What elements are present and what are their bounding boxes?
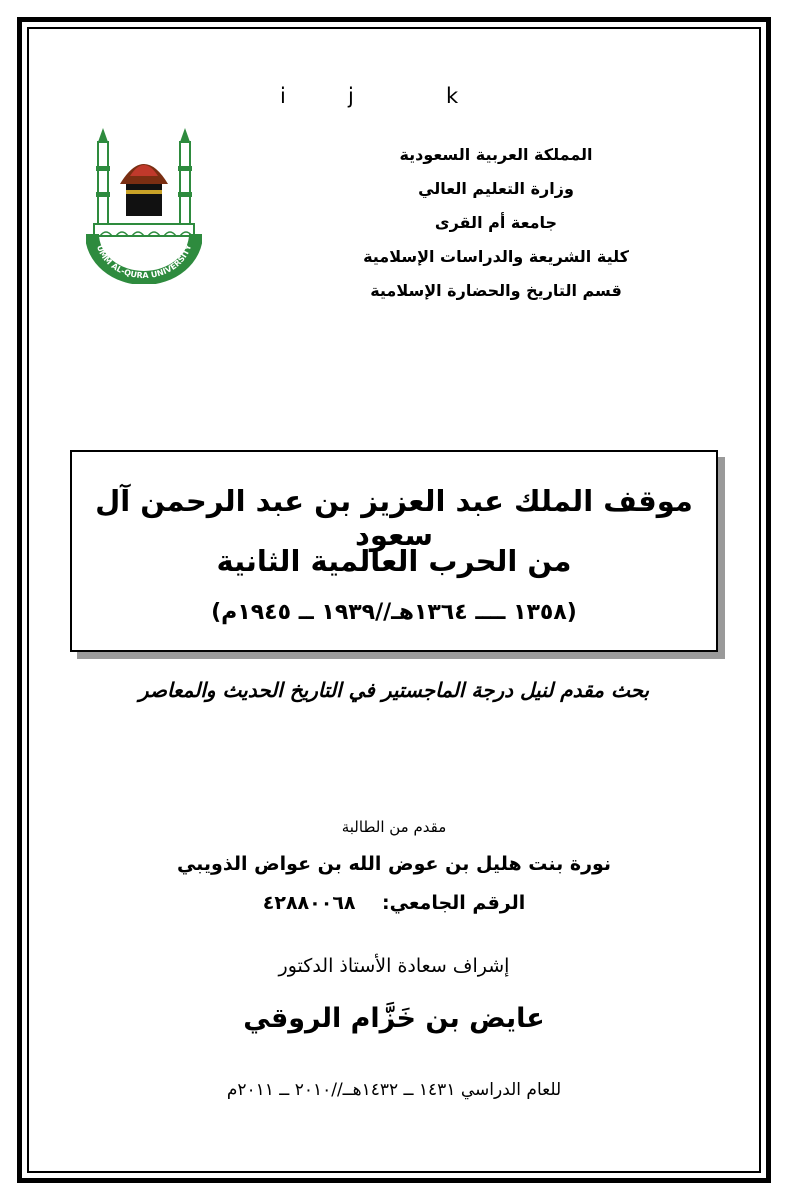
- logo-emblem-icon: [86, 124, 202, 284]
- presented-by-label: مقدم من الطالبة: [341, 818, 447, 836]
- college-name: كلية الشريعة والدراسات الإسلامية: [363, 247, 629, 266]
- supervisor-label: إشراف سعادة الأستاذ الدكتور: [278, 955, 510, 977]
- degree-statement: بحث مقدم لنيل درجة الماجستير في التاريخ الحديث والمعاصر: [138, 678, 650, 702]
- header-letter: i: [280, 84, 286, 108]
- institution-header: [316, 138, 676, 308]
- university-number-row: [120, 892, 668, 914]
- header-letter: k: [446, 84, 459, 108]
- thesis-title-line-1: موقف الملك عبد العزيز بن عبد الرحمن آل سعود: [95, 484, 693, 552]
- university-number-label: الرقم الجامعي:: [382, 892, 526, 914]
- thesis-title-line-2: من الحرب العالمية الثانية: [216, 544, 572, 578]
- university-name: جامعة أم القرى: [434, 213, 558, 232]
- supervisor-name: عايض بن خَزَّام الروقي: [243, 1003, 545, 1034]
- country-name: المملكة العربية السعودية: [399, 145, 593, 164]
- university-logo: [86, 124, 202, 284]
- ministry-name: وزارة التعليم العالي: [418, 179, 574, 198]
- department-name: قسم التاريخ والحضارة الإسلامية: [370, 281, 622, 300]
- logo-text: UMM AL-QURA UNIVERSITY: [94, 243, 194, 281]
- header-letter: j: [348, 84, 354, 108]
- thesis-title-dates: (١٣٥٨ ــــ ١٣٦٤هـ//١٩٣٩ ــ ١٩٤٥م): [211, 600, 577, 625]
- student-name: نورة بنت هليل بن عوض الله بن عواض الذويبي: [176, 853, 612, 875]
- thesis-title-box: [70, 450, 718, 652]
- university-number: ٤٢٨٨٠٠٦٨: [262, 892, 356, 914]
- academic-year: للعام الدراسي ١٤٣١ ــ ١٤٣٢هــ//٢٠١٠ ــ ٢٠١١م: [226, 1080, 562, 1100]
- header-letters: [0, 84, 788, 110]
